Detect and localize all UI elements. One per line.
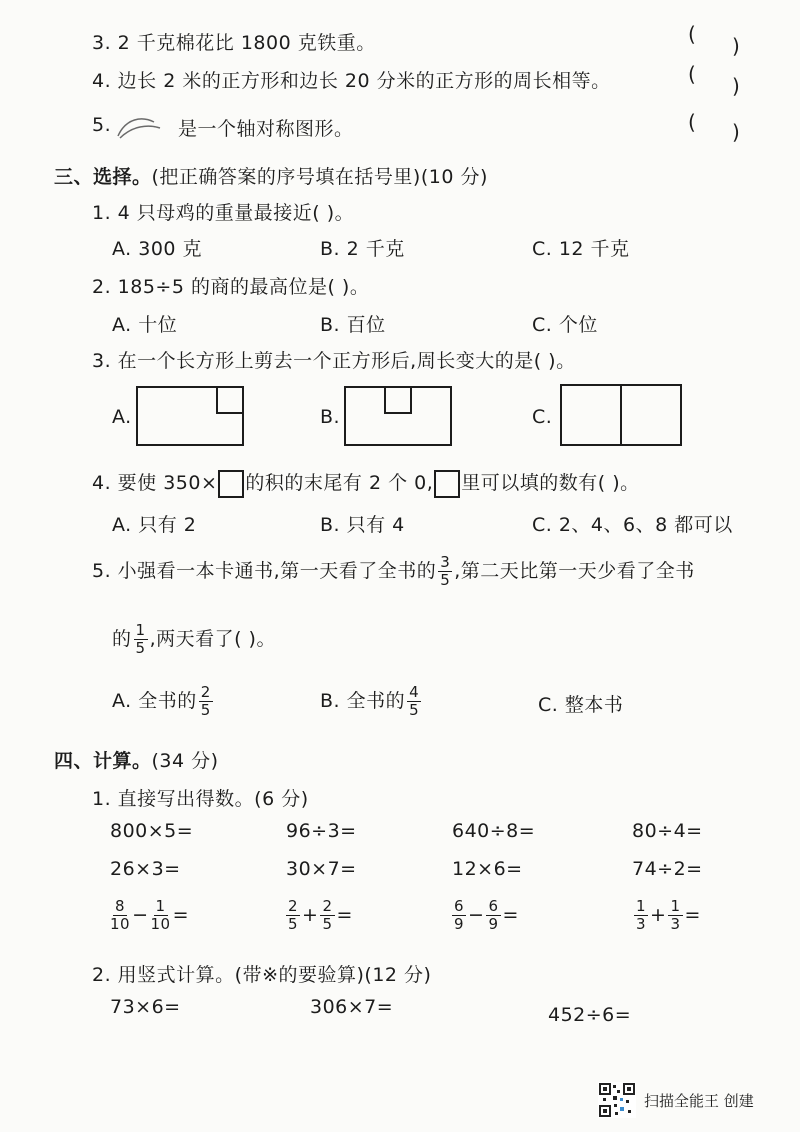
option-b[interactable] [320, 684, 423, 719]
judge-item-5-number: 5. [92, 114, 112, 136]
stem-part: 里可以填的数有( )。 [461, 472, 640, 494]
option-a[interactable]: A. [112, 406, 132, 428]
fraction [634, 898, 648, 933]
section-3-header [54, 162, 488, 189]
numerator: 2 [322, 897, 333, 915]
question-1-stem: 1. 4 只母鸡的重量最接近( )。 [92, 202, 355, 224]
fraction [134, 622, 148, 657]
figure-sketch-icon [114, 112, 174, 142]
numerator: 1 [636, 897, 647, 915]
judge-item-3: 3. 2 千克棉花比 1800 克铁重。 [92, 32, 376, 54]
stem-part: ,第二天比第一天少看了全书 [454, 560, 695, 582]
divider-line [620, 384, 622, 446]
vertical-calc-item[interactable]: 452÷6= [548, 1004, 632, 1026]
denominator: 9 [488, 915, 499, 933]
fraction [151, 898, 171, 933]
denominator: 5 [440, 571, 451, 589]
fraction [668, 898, 682, 933]
operator: + [650, 904, 667, 926]
option-text: A. 全书的 [112, 690, 197, 712]
calc-item[interactable]: 74÷2= [632, 858, 703, 880]
denominator: 9 [454, 915, 465, 933]
subsection-title: 1. 直接写出得数。 [92, 788, 255, 810]
question-5-stem [92, 554, 695, 589]
numerator: 1 [135, 621, 146, 639]
equals: = [684, 904, 701, 926]
denominator: 5 [288, 915, 299, 933]
scanner-watermark: 扫描全能王 创建 [644, 1092, 754, 1110]
numerator: 3 [440, 553, 451, 571]
question-5-stem-cont [112, 622, 276, 657]
numerator: 4 [409, 683, 420, 701]
calc-item[interactable]: 640÷8= [452, 820, 536, 842]
section-4-header [54, 746, 219, 773]
subsection-1-title [92, 784, 309, 811]
option-b[interactable]: B. [320, 406, 341, 428]
denominator: 3 [636, 915, 647, 933]
fraction [407, 684, 421, 719]
stem-part: 的积的末尾有 2 个 0, [245, 472, 434, 494]
stem-part: 5. 小强看一本卡通书,第一天看了全书的 [92, 560, 437, 582]
fraction [320, 898, 334, 933]
option-c[interactable]: C. 个位 [532, 314, 598, 336]
numerator: 6 [488, 897, 499, 915]
fraction [486, 898, 500, 933]
option-a[interactable]: A. 十位 [112, 314, 178, 336]
option-b[interactable]: B. 2 千克 [320, 238, 405, 260]
calc-item[interactable]: 800×5= [110, 820, 194, 842]
fraction-calc-item[interactable] [632, 898, 701, 933]
option-c[interactable]: C. 整本书 [538, 694, 624, 716]
question-3-stem: 3. 在一个长方形上剪去一个正方形后,周长变大的是( )。 [92, 350, 576, 372]
equals: = [502, 904, 519, 926]
option-c[interactable]: C. [532, 406, 553, 428]
fraction [286, 898, 300, 933]
numerator: 1 [155, 897, 166, 915]
vertical-calc-item[interactable]: 73×6= [110, 996, 181, 1018]
denominator: 5 [135, 639, 146, 657]
option-text: B. 全书的 [320, 690, 406, 712]
judge-item-5: 是一个轴对称图形。 [178, 118, 354, 140]
fraction [438, 554, 452, 589]
calc-item[interactable]: 80÷4= [632, 820, 703, 842]
fraction [110, 898, 130, 933]
operator: + [302, 904, 319, 926]
vertical-calc-item[interactable]: 306×7= [310, 996, 394, 1018]
fraction [452, 898, 466, 933]
fraction-calc-item[interactable] [108, 898, 189, 933]
subsection-score: (带※的要验算)(12 分) [234, 964, 432, 986]
option-c[interactable]: C. 12 千克 [532, 238, 630, 260]
denominator: 5 [322, 915, 333, 933]
blank-box[interactable] [218, 470, 244, 498]
answer-paren-close: ) [732, 74, 740, 98]
stem-part: 的 [112, 628, 132, 650]
subsection-score: (6 分) [254, 788, 309, 810]
denominator: 10 [110, 915, 131, 933]
answer-paren-close: ) [732, 34, 740, 58]
option-c[interactable]: C. 2、4、6、8 都可以 [532, 514, 733, 536]
corner-square-cutout [216, 386, 244, 414]
operator: − [468, 904, 485, 926]
fraction [199, 684, 213, 719]
section-subtitle: (把正确答案的序号填在括号里)(10 分) [151, 166, 488, 188]
numerator: 1 [670, 897, 681, 915]
answer-paren-open[interactable]: ( [688, 110, 696, 134]
stem-part: ,两天看了( )。 [149, 628, 276, 650]
calc-item[interactable]: 12×6= [452, 858, 523, 880]
calc-item[interactable]: 30×7= [286, 858, 357, 880]
blank-box[interactable] [434, 470, 460, 498]
subsection-title: 2. 用竖式计算。 [92, 964, 235, 986]
question-2-stem: 2. 185÷5 的商的最高位是( )。 [92, 276, 370, 298]
fraction-calc-item[interactable] [284, 898, 353, 933]
qr-code-icon [598, 1082, 636, 1118]
answer-paren-close: ) [732, 120, 740, 144]
middle-square-notch [384, 386, 412, 414]
option-a[interactable]: A. 只有 2 [112, 514, 197, 536]
denominator: 3 [670, 915, 681, 933]
calc-item[interactable]: 96÷3= [286, 820, 357, 842]
stem-part: 4. 要使 350× [92, 472, 218, 494]
judge-item-4: 4. 边长 2 米的正方形和边长 20 分米的正方形的周长相等。 [92, 70, 611, 92]
equals: = [172, 904, 190, 926]
option-b[interactable]: B. 只有 4 [320, 514, 405, 536]
calc-item[interactable]: 26×3= [110, 858, 181, 880]
equals: = [336, 904, 353, 926]
section-title: 四、计算。 [54, 750, 152, 772]
option-a[interactable]: A. 300 克 [112, 238, 203, 260]
answer-paren-open[interactable]: ( [688, 22, 696, 46]
numerator: 8 [115, 897, 126, 915]
denominator: 10 [150, 915, 171, 933]
section-title: 三、选择。 [54, 166, 152, 188]
numerator: 6 [454, 897, 465, 915]
answer-paren-open[interactable]: ( [688, 62, 696, 86]
question-4-stem [92, 468, 640, 498]
denominator: 5 [200, 701, 211, 719]
operator: − [132, 904, 149, 926]
option-b[interactable]: B. 百位 [320, 314, 386, 336]
option-a[interactable] [112, 684, 215, 719]
numerator: 2 [200, 683, 211, 701]
section-subtitle: (34 分) [151, 750, 219, 772]
denominator: 5 [409, 701, 420, 719]
numerator: 2 [288, 897, 299, 915]
fraction-calc-item[interactable] [450, 898, 519, 933]
subsection-2-title [92, 960, 431, 987]
